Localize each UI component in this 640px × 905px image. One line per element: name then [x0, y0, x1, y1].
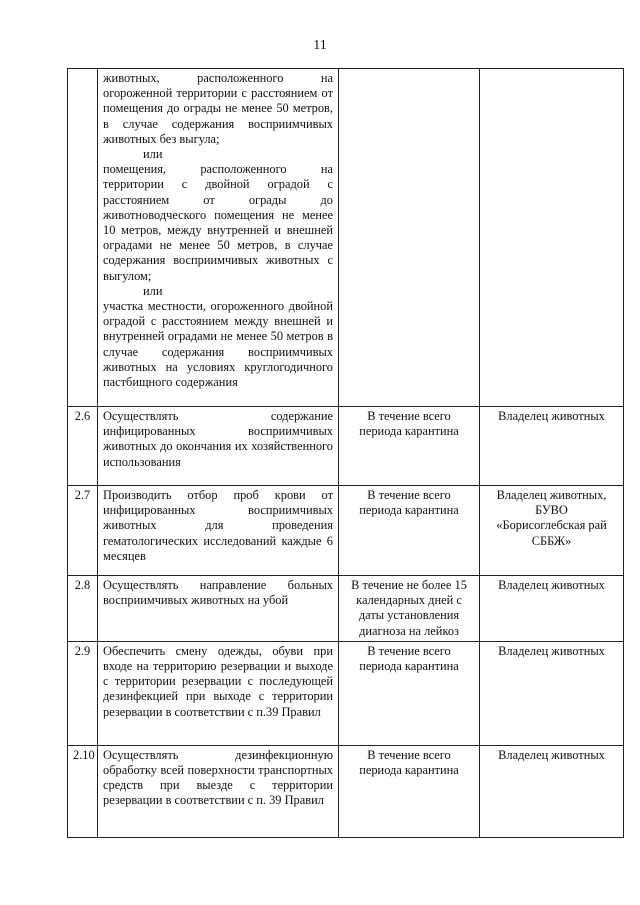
period-line: периода карантина [359, 424, 459, 439]
responsible-line: Владелец животных [498, 643, 605, 658]
row-number: 2.8 [68, 576, 98, 642]
period-cell [339, 576, 480, 642]
page-number: 11 [313, 38, 327, 53]
measure-paragraph: Производить отбор проб крови от инфицированных восприимчивых животных для проведения гематологических исследований каждые 6 месяцев [103, 488, 333, 563]
measure-text [98, 745, 339, 837]
period-cell [339, 407, 480, 486]
period-cell [339, 745, 480, 837]
responsible-line: Владелец животных [498, 747, 605, 762]
measure-paragraph: Осуществлять содержание инфицированных восприимчивых животных до окончания их хозяйственного использования [103, 409, 333, 469]
period-line: периода карантина [359, 503, 459, 518]
responsible-cell [480, 69, 624, 407]
period-line: календарных дней с [356, 593, 462, 608]
responsible-cell [480, 407, 624, 486]
measure-text [98, 486, 339, 576]
measure-text [98, 407, 339, 486]
responsible-line: СББЖ» [531, 533, 572, 548]
period-line: В течение всего [367, 747, 451, 762]
measure-paragraph: животных, расположенного на огороженной территории с расстоянием от помещения до ограды не менее 50 метров, в случае содержания восприимчивых животных без выгула; [103, 71, 333, 146]
period-line: В течение всего [367, 488, 451, 502]
measure-paragraph: Осуществлять дезинфекционную обработку всей поверхности транспортных средств при выезде с территории резервации в соответствии с п. 39 Правил [103, 747, 333, 808]
table-row [68, 745, 624, 837]
row-number: 2.9 [68, 641, 98, 745]
period-cell [339, 486, 480, 576]
measure-paragraph: Осуществлять направление больных восприимчивых животных на убой [103, 578, 333, 608]
table-row [68, 641, 624, 745]
measures-table [67, 68, 624, 838]
row-number: 2.6 [68, 407, 98, 486]
measure-text [98, 69, 339, 407]
responsible-line: Владелец животных [498, 578, 605, 592]
row-number: 2.10 [68, 745, 98, 837]
measure-text [98, 641, 339, 745]
period-line: В течение всего [367, 643, 451, 658]
responsible-line: Владелец животных [498, 409, 605, 423]
period-line: В течение не более 15 [351, 578, 467, 592]
responsible-cell [480, 576, 624, 642]
responsible-cell [480, 486, 624, 576]
table-row [68, 486, 624, 576]
responsible-line: «Борисоглебская рай [496, 518, 607, 533]
row-number: 2.7 [68, 486, 98, 576]
table-row [68, 576, 624, 642]
table-row [68, 407, 624, 486]
measure-alternative: или [143, 147, 163, 162]
measure-paragraph: участка местности, огороженного двойной оградой с расстоянием между внешней и внутренней оградами не менее 50 метров в случае содержания восприимчивых животных на условиях круглогодичного пастбищного содержания [103, 299, 333, 390]
period-line: периода карантина [359, 659, 459, 674]
period-cell [339, 69, 480, 407]
measure-paragraph: помещения, расположенного на территории с двойной оградой с расстоянием от ограды до животноводческого помещения не менее 10 метров, между внутренней и внешней оградами не менее 50 метров, в случае содержания восприимчивых животных с выгулом; [103, 162, 333, 283]
responsible-cell [480, 745, 624, 837]
period-line: В течение всего [367, 409, 451, 423]
table-row-continuation [68, 69, 624, 407]
period-cell [339, 641, 480, 745]
measure-alternative: или [143, 283, 163, 298]
period-line: периода карантина [359, 763, 459, 778]
period-line: даты установления [358, 608, 460, 623]
responsible-cell [480, 641, 624, 745]
row-number [68, 69, 98, 407]
responsible-line: БУВО [535, 503, 568, 518]
responsible-line: Владелец животных, [496, 488, 607, 502]
measure-paragraph: Обеспечить смену одежды, обуви при входе на территорию резервации и выходе с территории резервации с последующей дезинфекцией при выходе с территории резервации в соответствии с п.39 Правил [103, 643, 333, 719]
period-line: диагноза на лейкоз [359, 623, 459, 638]
measure-text [98, 576, 339, 642]
